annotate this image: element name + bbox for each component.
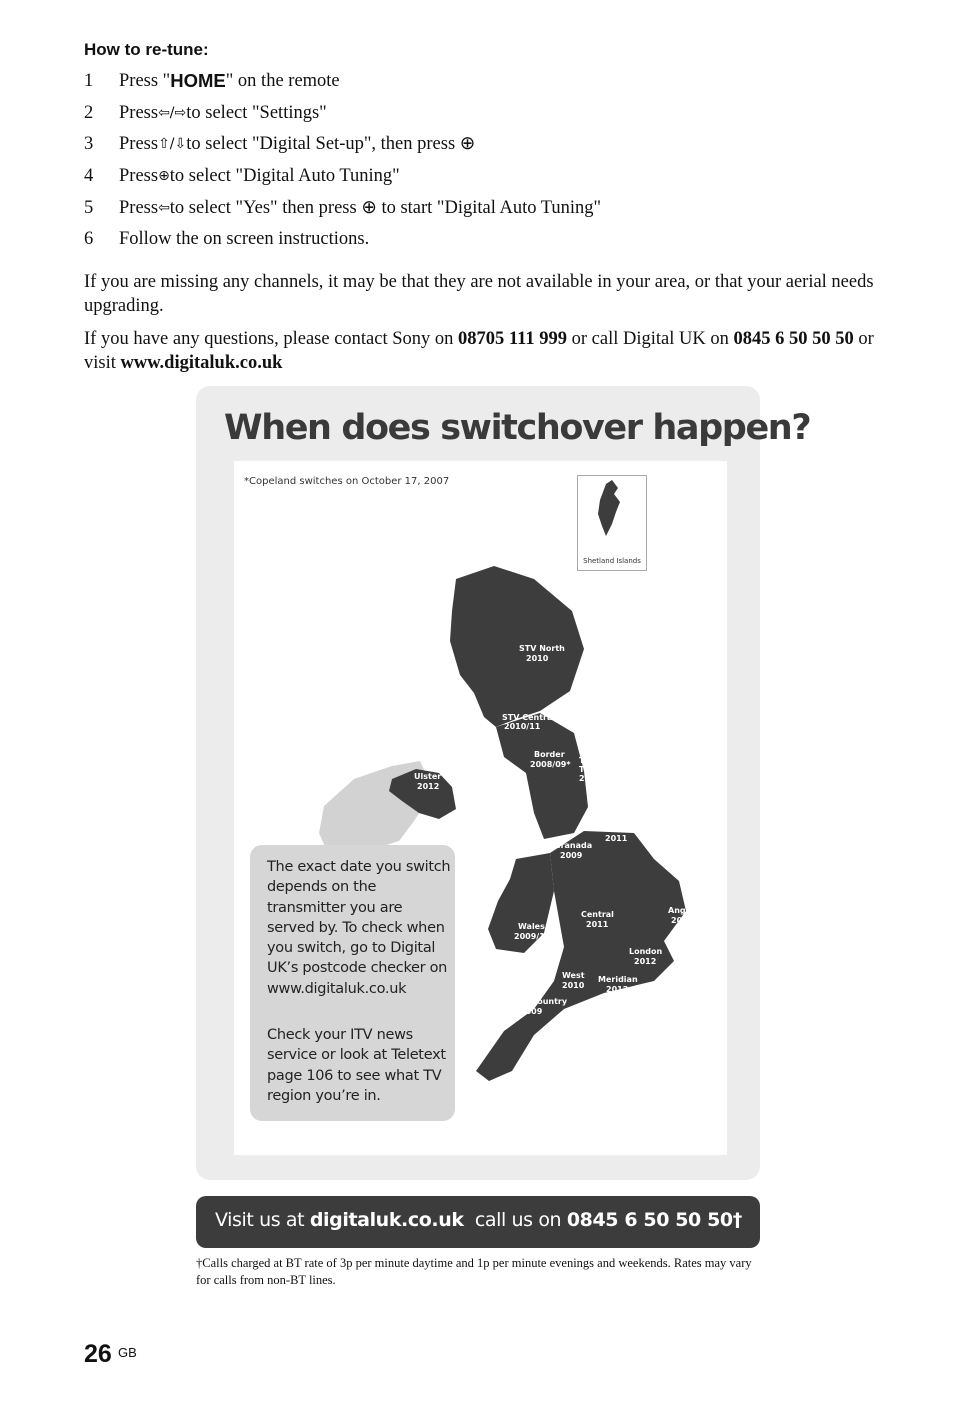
- central-year: 2011: [586, 920, 609, 929]
- retune-steps: [84, 68, 601, 258]
- anglia-year: 2011: [671, 916, 694, 925]
- west-year: 2010: [562, 981, 585, 990]
- info-text-postcode: The exact date you switch depends on the transmitter you are served by. To check when you switch, go to Digital UK’s postcode checker on www.digitaluk.co.uk: [267, 859, 451, 997]
- north-england-shape: [496, 713, 588, 839]
- banner-phone: 0845 6 50 50 50†: [566, 1209, 742, 1231]
- central-label: Central: [581, 910, 614, 919]
- west-label: West: [562, 971, 585, 980]
- meridian-year: 2012: [606, 985, 629, 994]
- west-country-year: 2009: [520, 1007, 543, 1016]
- anglia-label: Anglia: [668, 906, 697, 915]
- step-item: 5 Press ⇦ to select "Yes" then press ⊕ to start "Digital Auto Tuning": [84, 195, 601, 227]
- stv-central-year: 2010/11: [504, 722, 541, 731]
- left-right-arrow-icon: ⇦/⇨: [158, 104, 187, 121]
- up-down-arrow-icon: ⇧/⇩: [158, 136, 187, 153]
- wales-year: 2009/10: [514, 932, 551, 941]
- enter-button-icon: ⊕: [158, 168, 170, 185]
- border-label: Border: [534, 750, 565, 759]
- stv-north-label: STV North: [519, 644, 565, 653]
- tyne-tees-year: 2012: [579, 774, 602, 783]
- left-arrow-icon: ⇦: [158, 199, 170, 216]
- tyne-label: Tyne: [579, 756, 600, 765]
- missing-channels-text: If you are missing any channels, it may be that they are not available in your area, or that your aerial needs upgrading.: [84, 272, 874, 316]
- granada-year: 2009: [560, 851, 583, 860]
- london-label: London: [629, 947, 663, 956]
- banner-site[interactable]: digitaluk.co.uk: [309, 1209, 464, 1231]
- stv-north-year: 2010: [526, 654, 549, 663]
- tees-label: Tees: [579, 765, 600, 774]
- yorkshire-year: 2011: [605, 834, 628, 843]
- shetland-islands-shape: [578, 476, 646, 546]
- info-text-teletext: Check your ITV news service or look at Teletext page 106 to see what TV region you’re in.: [267, 1027, 446, 1104]
- digitaluk-phone: 0845 6 50 50 50: [733, 329, 854, 349]
- contact-text: If you have any questions, please contact Sony on 08705 111 999 or call Digital UK on 0845 6 50 50 50 or visit www.digitaluk.co.uk: [84, 329, 874, 373]
- contact-banner: Visit us at digitaluk.co.uk call us on 0845 6 50 50 50†: [196, 1196, 760, 1248]
- poster-title: When does switchover happen?: [224, 408, 811, 448]
- yorkshire-label: Yorkshire: [596, 824, 639, 833]
- page-language-code: GB: [118, 1345, 137, 1360]
- west-country-label: West Country: [506, 997, 568, 1006]
- digitaluk-url[interactable]: www.digitaluk.co.uk: [120, 353, 283, 373]
- stv-central-label: STV Central: [502, 713, 556, 722]
- info-box: [250, 845, 455, 1121]
- england-south-shape: [476, 831, 686, 1081]
- london-year: 2012: [634, 957, 657, 966]
- border-year: 2008/09*: [530, 760, 571, 769]
- ulster-label: Ulster: [414, 772, 442, 781]
- sony-phone: 08705 111 999: [458, 329, 567, 349]
- section-heading: How to re-tune:: [84, 40, 209, 59]
- shetland-label: Shetland Islands: [583, 557, 641, 565]
- step-item: 6 Follow the on screen instructions.: [84, 229, 370, 250]
- calls-footnote: †Calls charged at BT rate of 3p per minute daytime and 1p per minute evenings and weekends. Rates may vary for calls from non-BT lines.: [196, 1256, 752, 1287]
- wales-label: Wales: [518, 922, 545, 931]
- ulster-year: 2012: [417, 782, 440, 791]
- page-number: 26: [84, 1340, 112, 1368]
- granada-label: Granada: [554, 841, 593, 850]
- step-item: 4 Press ⊕ to select "Digital Auto Tuning": [84, 163, 601, 195]
- step-item: 1 Press " HOME " on the remote: [84, 70, 340, 91]
- meridian-label: Meridian: [598, 975, 638, 984]
- copeland-note: *Copeland switches on October 17, 2007: [244, 476, 450, 487]
- shetland-inset: [577, 475, 647, 571]
- step-item: 2 Press ⇦/⇨ to select "Settings": [84, 100, 601, 132]
- switchover-poster: [196, 386, 811, 1180]
- step-item: 3 Press ⇧/⇩ to select "Digital Set-up", then press ⊕: [84, 131, 601, 163]
